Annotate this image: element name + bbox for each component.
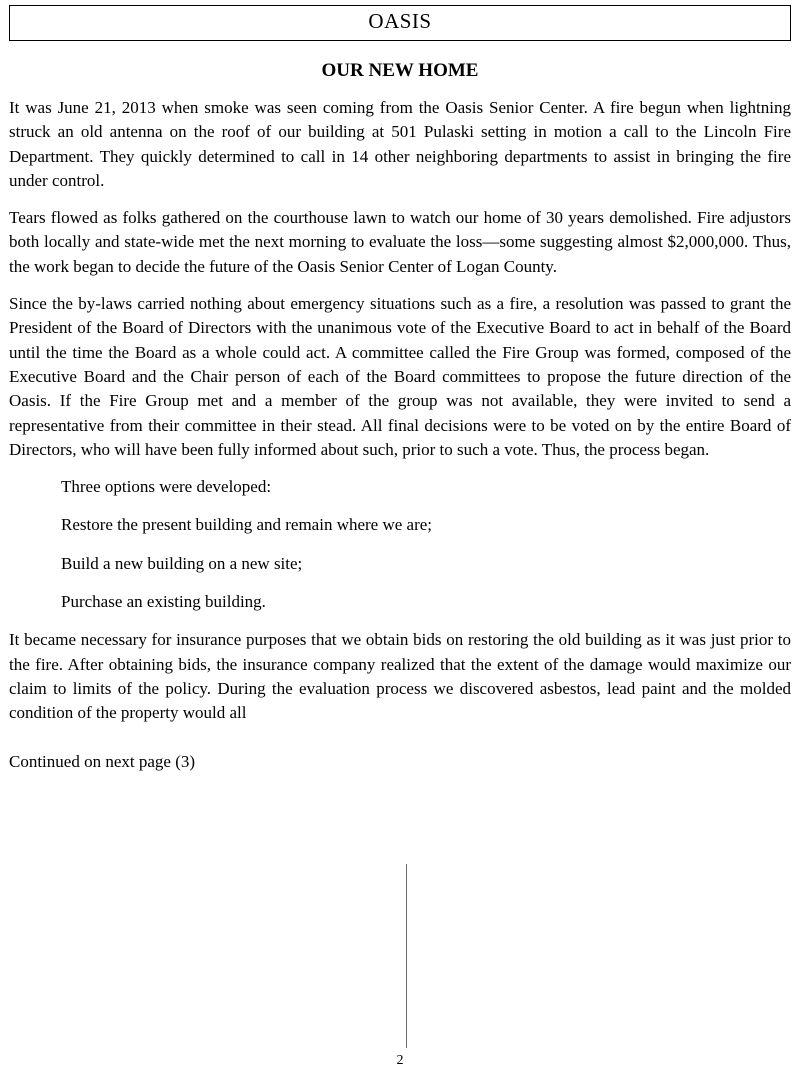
column-divider-line xyxy=(406,864,407,1048)
continued-note: Continued on next page (3) xyxy=(9,751,196,771)
option-item: Build a new building on a new site; xyxy=(61,553,303,573)
option-item: Restore the present building and remain where we are; xyxy=(61,515,433,535)
paragraph: It was June 21, 2013 when smoke was seen coming from the Oasis Senior Center. A fire begun when lightning struck an old antenna on the roof of our building at 501 Pulaski setting in motion a call to the Lincoln Fire Department. They quickly determined to call in 14 other neighboring departments to assist in bringing the fire under control. xyxy=(9,98,791,190)
masthead-box xyxy=(9,5,791,41)
options-intro: Three options were developed: xyxy=(61,477,272,497)
paragraph: Since the by-laws carried nothing about emergency situations such as a fire, a resolution was passed to grant the President of the Board of Directors with the unanimous vote of the Executive Board to act in behalf of the Board until the time the Board as a whole could act. A committee called the Fire Group was formed, composed of the Executive Board and the Chair person of each of the Board committees to propose the future direction of the Oasis. If the Fire Group met and a member of the group was not available, they were invited to send a representative from their committee in their stead. All final decisions were to be voted on by the entire Board of Directors, who will have been fully informed about such, prior to such a vote. Thus, the process began. xyxy=(9,294,791,459)
article-title: OUR NEW HOME xyxy=(321,60,479,81)
paragraph: Tears flowed as folks gathered on the courthouse lawn to watch our home of 30 years demolished. Fire adjustors both locally and state-wide met the next morning to evaluate the loss—some suggesting almost $2,000,000. Thus, the work began to decide the future of the Oasis Senior Center of Logan County. xyxy=(9,208,791,276)
masthead-title: OASIS xyxy=(368,9,432,33)
option-item: Purchase an existing building. xyxy=(61,592,266,612)
paragraph: It became necessary for insurance purposes that we obtain bids on restoring the old building as it was just prior to the fire. After obtaining bids, the insurance company realized that the extent of the damage would maximize our claim to limits of the policy. During the evaluation process we discovered asbestos, lead paint and the molded condition of the property would all xyxy=(9,630,791,723)
page-number: 2 xyxy=(396,1053,404,1068)
